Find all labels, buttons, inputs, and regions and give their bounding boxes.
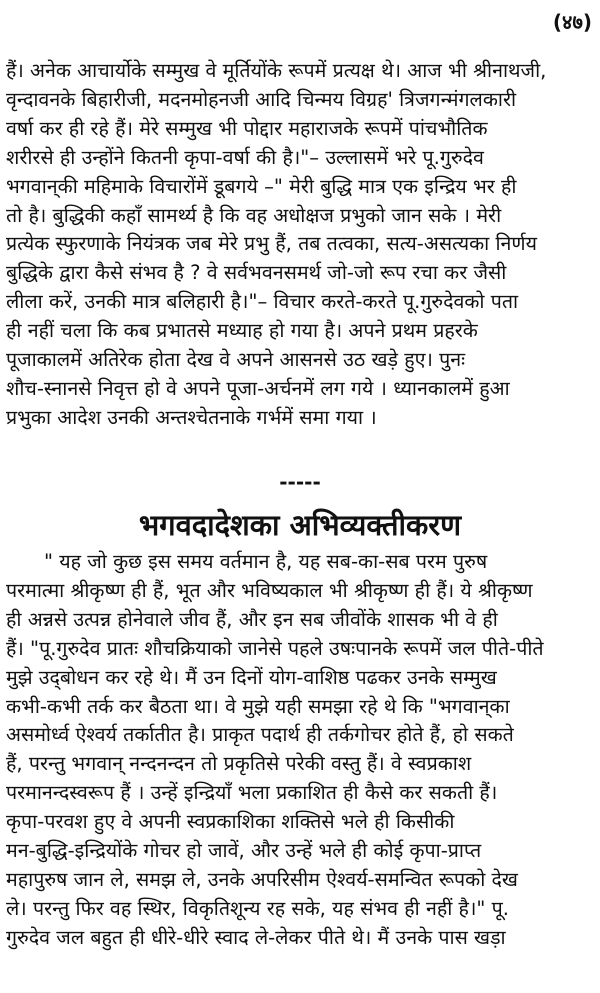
paragraph-1 bbox=[6, 57, 594, 433]
text-line: शौच-स्नानसे निवृत्त हो वे अपने पूजा-अर्चनमें लग गये । ध्यानकालमें हुआ bbox=[6, 376, 510, 400]
text-line: भगवान्‌की महिमाके विचारोंमें डूबगये –" मेरी बुद्धि मात्र एक इन्द्रिय भर ही bbox=[6, 174, 517, 198]
text-line: गुरुदेव जल बहुत ही धीरे-धीरे स्वाद ले-लेकर पीते थे। मैं उनके पास खड़ा bbox=[6, 925, 506, 949]
text-line: मन-बुद्धि-इन्द्रियोंके गोचर हो जावें, और उन्हें भले ही कोई कृपा-प्राप्त bbox=[6, 839, 482, 863]
text-line: ले। परन्तु फिर वह स्थिर, विकृतिशून्य रह सके, यह संभव ही नहीं है।" पू. bbox=[6, 896, 509, 920]
text-line: मुझे उद्‌बोधन कर रहे थे। मैं उन दिनों योग-वाशिष्ठ पढकर उनके सम्मुख bbox=[6, 665, 497, 689]
text-line: महापुरुष जान ले, समझ ले, उनके अपरिसीम ऐश्वर्य-समन्वित रूपको देख bbox=[6, 867, 518, 891]
text-line: ही अन्नसे उत्पन्न होनेवाले जीव हैं, और इन सब जीवोंके शासक भी वे ही bbox=[6, 607, 498, 631]
text-line: वृन्दावनके बिहारीजी, मदनमोहनजी आदि चिन्मय विग्रह' त्रिजगन्मंगलकारी bbox=[6, 87, 517, 111]
text-line: कृपा-परवश हुए वे अपनी स्वप्रकाशिका शक्तिसे भले ही किसीकी bbox=[6, 810, 455, 834]
text-line: हैं, परन्तु भगवान् नन्दनन्दन तो प्रकृतिसे परेकी वस्तु हैं। वे स्वप्रकाश bbox=[6, 752, 472, 776]
section-heading: भगवदादेशका अभिव्यक्तीकरण bbox=[138, 508, 462, 542]
text-line: ही नहीं चला कि कब प्रभातसे मध्याह हो गया है। अपने प्रथम प्रहरके bbox=[6, 319, 478, 343]
text-line: कभी-कभी तर्क कर बैठता था। वे मुझे यही समझा रहे थे कि "भगवान्‌का bbox=[6, 694, 510, 718]
page-number: (४७) bbox=[552, 10, 592, 34]
text-line: हैं। अनेक आचार्योके सम्मुख वे मूर्तियोंके रूपमें प्रत्यक्ष थे। आज भी श्रीनाथजी, bbox=[6, 59, 547, 82]
text-line: लीला करें, उनकी मात्र बलिहारी है।"– विचार करते-करते पू.गुरुदेवको पता bbox=[6, 290, 519, 314]
text-line: वर्षा कर ही रहे हैं। मेरे सम्मुख भी पोद्दार महाराजके रूपमें पांचभौतिक bbox=[6, 116, 488, 140]
text-line: परमात्मा श्रीकृष्ण ही हैं, भूत और भविष्यकाल भी श्रीकृष्ण ही हैं। ये श्रीकृष्ण bbox=[6, 578, 533, 602]
text-line: शरीरसे ही उन्होंने कितनी कृपा-वर्षा की है।"– उल्लासमें भरे पू.गुरुदेव bbox=[6, 145, 484, 169]
paragraph-2 bbox=[6, 548, 594, 953]
text-line: प्रत्येक स्फुरणाके नियंत्रक जब मेरे प्रभु हैं, तब तत्वका, सत्य-असत्यका निर्णय bbox=[6, 232, 537, 256]
text-line: प्रभुका आदेश उनकी अन्तश्चेतनाके गर्भमें समा गया । bbox=[6, 405, 377, 429]
text-line: हैं। "पू.गुरुदेव प्रातः शौचक्रियाको जानेसे पहले उषःपानके रूपमें जल पीते-पीते bbox=[6, 636, 544, 660]
section-divider: ----- bbox=[279, 470, 321, 494]
text-line: " यह जो कुछ इस समय वर्तमान है, यह सब-का-सब परम पुरुष bbox=[44, 550, 488, 573]
text-line: बुद्धिके द्वारा कैसे संभव है ? वे सर्वभवनसमर्थ जो-जो रूप रचा कर जैसी bbox=[6, 261, 507, 285]
text-line: तो है। बुद्धिकी कहाँ सामर्थ्य है कि वह अधोक्षज प्रभुको जान सके । मेरी bbox=[6, 203, 502, 227]
text-line: असमोर्ध्व ऐश्वर्य तर्कातीत है। प्राकृत पदार्थ ही तर्कगोचर होते हैं, हो सकते bbox=[6, 723, 514, 747]
text-line: पूजाकालमें अतिरेक होता देख वे अपने आसनसे उठ खड़े हुए। पुनः bbox=[6, 348, 466, 372]
text-line: परमानन्दस्वरूप हैं । उन्हें इन्द्रियाँ भला प्रकाशित ही कैसे कर सकती हैं। bbox=[6, 781, 498, 805]
